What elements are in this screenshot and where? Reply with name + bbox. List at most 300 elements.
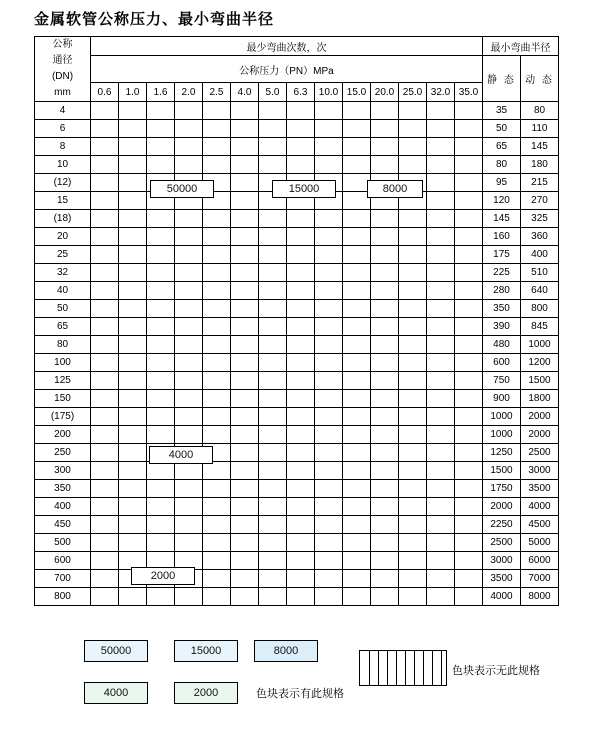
row-dynamic-radius: 270 — [521, 192, 559, 210]
cell-r16-c6 — [259, 390, 287, 408]
cell-r17-c4 — [203, 408, 231, 426]
cell-r3-c2 — [147, 156, 175, 174]
cell-r17-c9 — [343, 408, 371, 426]
cell-r24-c9 — [343, 534, 371, 552]
cell-r21-c11 — [399, 480, 427, 498]
cell-r12-c6 — [259, 318, 287, 336]
cell-r23-c11 — [399, 516, 427, 534]
cell-r17-c5 — [231, 408, 259, 426]
cell-r5-c0 — [91, 192, 119, 210]
cell-r18-c0 — [91, 426, 119, 444]
cell-r8-c0 — [91, 246, 119, 264]
cell-r1-c12 — [427, 120, 455, 138]
cell-r2-c9 — [343, 138, 371, 156]
row-dn: 500 — [35, 534, 91, 552]
cell-r22-c2 — [147, 498, 175, 516]
cell-r20-c13 — [455, 462, 483, 480]
header-pressure-10: 20.0 — [371, 83, 399, 102]
cell-r9-c0 — [91, 264, 119, 282]
cell-r24-c0 — [91, 534, 119, 552]
cell-r0-c9 — [343, 102, 371, 120]
row-dynamic-radius: 4000 — [521, 498, 559, 516]
row-dn: 20 — [35, 228, 91, 246]
header-pressure-8: 10.0 — [315, 83, 343, 102]
cell-r3-c4 — [203, 156, 231, 174]
cell-r8-c5 — [231, 246, 259, 264]
cell-r18-c9 — [343, 426, 371, 444]
cell-r21-c2 — [147, 480, 175, 498]
cell-r2-c8 — [315, 138, 343, 156]
cell-r16-c11 — [399, 390, 427, 408]
cell-r26-c6 — [259, 570, 287, 588]
cell-r13-c12 — [427, 336, 455, 354]
cell-r24-c2 — [147, 534, 175, 552]
header-pressure-0: 0.6 — [91, 83, 119, 102]
cell-r12-c8 — [315, 318, 343, 336]
cell-r17-c1 — [119, 408, 147, 426]
row-dn: 200 — [35, 426, 91, 444]
row-dynamic-radius: 80 — [521, 102, 559, 120]
cell-r7-c8 — [315, 228, 343, 246]
legend-striped-swatch — [359, 650, 447, 686]
cell-r10-c1 — [119, 282, 147, 300]
cell-r9-c10 — [371, 264, 399, 282]
header-pressure-13: 35.0 — [455, 83, 483, 102]
cell-r4-c12 — [427, 174, 455, 192]
cell-r3-c9 — [343, 156, 371, 174]
cell-r7-c6 — [259, 228, 287, 246]
cell-r13-c8 — [315, 336, 343, 354]
cell-r27-c1 — [119, 588, 147, 606]
row-dynamic-radius: 640 — [521, 282, 559, 300]
cell-r14-c6 — [259, 354, 287, 372]
cell-r23-c10 — [371, 516, 399, 534]
cell-r26-c13 — [455, 570, 483, 588]
legend-box-2000: 2000 — [174, 682, 238, 704]
cell-r6-c10 — [371, 210, 399, 228]
cell-r15-c7 — [287, 372, 315, 390]
cell-r11-c11 — [399, 300, 427, 318]
cell-r10-c13 — [455, 282, 483, 300]
header-pressure-5: 4.0 — [231, 83, 259, 102]
cell-r16-c0 — [91, 390, 119, 408]
cell-r8-c11 — [399, 246, 427, 264]
cell-r25-c8 — [315, 552, 343, 570]
cell-r24-c3 — [175, 534, 203, 552]
cell-r12-c10 — [371, 318, 399, 336]
cell-r27-c5 — [231, 588, 259, 606]
cell-r2-c11 — [399, 138, 427, 156]
row-dn: 400 — [35, 498, 91, 516]
overlay-label-4000: 4000 — [149, 446, 213, 464]
header-pressure-6: 5.0 — [259, 83, 287, 102]
row-static-radius: 145 — [483, 210, 521, 228]
cell-r11-c10 — [371, 300, 399, 318]
cell-r13-c11 — [399, 336, 427, 354]
cell-r17-c12 — [427, 408, 455, 426]
cell-r5-c13 — [455, 192, 483, 210]
row-static-radius: 80 — [483, 156, 521, 174]
cell-r4-c0 — [91, 174, 119, 192]
cell-r5-c12 — [427, 192, 455, 210]
row-static-radius: 1500 — [483, 462, 521, 480]
row-dn: 40 — [35, 282, 91, 300]
cell-r27-c12 — [427, 588, 455, 606]
cell-r11-c12 — [427, 300, 455, 318]
cell-r24-c5 — [231, 534, 259, 552]
cell-r24-c4 — [203, 534, 231, 552]
cell-r19-c0 — [91, 444, 119, 462]
cell-r20-c5 — [231, 462, 259, 480]
row-static-radius: 35 — [483, 102, 521, 120]
cell-r19-c1 — [119, 444, 147, 462]
legend-has-spec-text: 色块表示有此规格 — [256, 688, 344, 700]
cell-r18-c6 — [259, 426, 287, 444]
table-row — [35, 246, 559, 264]
header-pressure-9: 15.0 — [343, 83, 371, 102]
cell-r21-c8 — [315, 480, 343, 498]
cell-r12-c0 — [91, 318, 119, 336]
cell-r17-c11 — [399, 408, 427, 426]
cell-r24-c13 — [455, 534, 483, 552]
cell-r10-c11 — [399, 282, 427, 300]
cell-r0-c11 — [399, 102, 427, 120]
table-row — [35, 318, 559, 336]
cell-r4-c1 — [119, 174, 147, 192]
cell-r16-c3 — [175, 390, 203, 408]
table-row — [35, 408, 559, 426]
cell-r1-c13 — [455, 120, 483, 138]
table-row — [35, 210, 559, 228]
cell-r20-c0 — [91, 462, 119, 480]
header-pn: 公称压力（PN）MPa — [91, 56, 483, 83]
cell-r1-c6 — [259, 120, 287, 138]
cell-r0-c5 — [231, 102, 259, 120]
cell-r1-c4 — [203, 120, 231, 138]
header-dn — [35, 37, 91, 102]
cell-r3-c7 — [287, 156, 315, 174]
cell-r0-c0 — [91, 102, 119, 120]
cell-r26-c9 — [343, 570, 371, 588]
row-static-radius: 120 — [483, 192, 521, 210]
cell-r21-c10 — [371, 480, 399, 498]
cell-r24-c8 — [315, 534, 343, 552]
table-row — [35, 552, 559, 570]
cell-r20-c8 — [315, 462, 343, 480]
cell-r11-c4 — [203, 300, 231, 318]
row-dynamic-radius: 180 — [521, 156, 559, 174]
cell-r14-c3 — [175, 354, 203, 372]
table-body — [35, 102, 559, 606]
cell-r17-c8 — [315, 408, 343, 426]
cell-r14-c10 — [371, 354, 399, 372]
cell-r0-c8 — [315, 102, 343, 120]
cell-r27-c4 — [203, 588, 231, 606]
cell-r20-c2 — [147, 462, 175, 480]
table-row — [35, 138, 559, 156]
cell-r9-c11 — [399, 264, 427, 282]
cell-r14-c8 — [315, 354, 343, 372]
header-radius: 最小弯曲半径 — [483, 37, 559, 56]
cell-r8-c10 — [371, 246, 399, 264]
cell-r22-c0 — [91, 498, 119, 516]
table-row — [35, 534, 559, 552]
cell-r3-c13 — [455, 156, 483, 174]
cell-r21-c5 — [231, 480, 259, 498]
cell-r9-c2 — [147, 264, 175, 282]
cell-r25-c13 — [455, 552, 483, 570]
cell-r7-c12 — [427, 228, 455, 246]
cell-r9-c7 — [287, 264, 315, 282]
row-dn: 50 — [35, 300, 91, 318]
legend-box-4000: 4000 — [84, 682, 148, 704]
cell-r4-c5 — [231, 174, 259, 192]
table-row — [35, 354, 559, 372]
cell-r19-c10 — [371, 444, 399, 462]
row-dn: 25 — [35, 246, 91, 264]
legend-box-15000: 15000 — [174, 640, 238, 662]
cell-r22-c5 — [231, 498, 259, 516]
cell-r14-c9 — [343, 354, 371, 372]
cell-r7-c13 — [455, 228, 483, 246]
legend-box-8000: 8000 — [254, 640, 318, 662]
cell-r25-c6 — [259, 552, 287, 570]
cell-r25-c5 — [231, 552, 259, 570]
cell-r2-c3 — [175, 138, 203, 156]
cell-r20-c10 — [371, 462, 399, 480]
table-row — [35, 300, 559, 318]
cell-r27-c7 — [287, 588, 315, 606]
cell-r23-c3 — [175, 516, 203, 534]
row-dynamic-radius: 1000 — [521, 336, 559, 354]
cell-r10-c5 — [231, 282, 259, 300]
cell-r5-c5 — [231, 192, 259, 210]
table-row — [35, 264, 559, 282]
cell-r9-c9 — [343, 264, 371, 282]
cell-r13-c5 — [231, 336, 259, 354]
header-dn-line-0: 公称 — [52, 39, 73, 50]
cell-r8-c2 — [147, 246, 175, 264]
row-dynamic-radius: 400 — [521, 246, 559, 264]
cell-r2-c0 — [91, 138, 119, 156]
cell-r15-c5 — [231, 372, 259, 390]
cell-r20-c3 — [175, 462, 203, 480]
header-pressure-1: 1.0 — [119, 83, 147, 102]
cell-r27-c9 — [343, 588, 371, 606]
row-static-radius: 350 — [483, 300, 521, 318]
cell-r17-c7 — [287, 408, 315, 426]
header-pressure-12: 32.0 — [427, 83, 455, 102]
cell-r3-c10 — [371, 156, 399, 174]
cell-r8-c1 — [119, 246, 147, 264]
cell-r22-c8 — [315, 498, 343, 516]
cell-r23-c8 — [315, 516, 343, 534]
table-row — [35, 588, 559, 606]
cell-r8-c9 — [343, 246, 371, 264]
cell-r15-c13 — [455, 372, 483, 390]
header-pressure-11: 25.0 — [399, 83, 427, 102]
cell-r10-c8 — [315, 282, 343, 300]
overlay-label-2000: 2000 — [131, 567, 195, 585]
cell-r24-c11 — [399, 534, 427, 552]
cell-r23-c2 — [147, 516, 175, 534]
cell-r2-c12 — [427, 138, 455, 156]
cell-r27-c8 — [315, 588, 343, 606]
cell-r14-c12 — [427, 354, 455, 372]
legend-box-50000: 50000 — [84, 640, 148, 662]
header-pressure-7: 6.3 — [287, 83, 315, 102]
cell-r25-c7 — [287, 552, 315, 570]
cell-r9-c1 — [119, 264, 147, 282]
cell-r17-c10 — [371, 408, 399, 426]
cell-r23-c12 — [427, 516, 455, 534]
row-static-radius: 390 — [483, 318, 521, 336]
cell-r2-c13 — [455, 138, 483, 156]
row-static-radius: 2250 — [483, 516, 521, 534]
header-dn-line-1: 通径 — [52, 55, 73, 66]
header-bend-count: 最少弯曲次数，次 — [91, 37, 483, 56]
cell-r14-c7 — [287, 354, 315, 372]
cell-r25-c0 — [91, 552, 119, 570]
cell-r6-c13 — [455, 210, 483, 228]
cell-r19-c7 — [287, 444, 315, 462]
cell-r7-c0 — [91, 228, 119, 246]
row-static-radius: 1250 — [483, 444, 521, 462]
cell-r25-c4 — [203, 552, 231, 570]
row-dn: (12) — [35, 174, 91, 192]
cell-r12-c4 — [203, 318, 231, 336]
cell-r24-c1 — [119, 534, 147, 552]
row-dn: 80 — [35, 336, 91, 354]
row-dynamic-radius: 6000 — [521, 552, 559, 570]
row-dynamic-radius: 1200 — [521, 354, 559, 372]
cell-r16-c13 — [455, 390, 483, 408]
header-pressure-row — [35, 83, 559, 102]
cell-r18-c2 — [147, 426, 175, 444]
cell-r8-c7 — [287, 246, 315, 264]
cell-r1-c1 — [119, 120, 147, 138]
cell-r1-c3 — [175, 120, 203, 138]
cell-r15-c10 — [371, 372, 399, 390]
cell-r22-c1 — [119, 498, 147, 516]
cell-r6-c7 — [287, 210, 315, 228]
cell-r18-c10 — [371, 426, 399, 444]
row-dynamic-radius: 215 — [521, 174, 559, 192]
cell-r11-c6 — [259, 300, 287, 318]
header-radius-static: 静 态 — [483, 56, 521, 102]
header-dn-line-3: mm — [54, 87, 71, 98]
cell-r15-c2 — [147, 372, 175, 390]
cell-r7-c9 — [343, 228, 371, 246]
cell-r21-c13 — [455, 480, 483, 498]
cell-r6-c0 — [91, 210, 119, 228]
row-dn: (175) — [35, 408, 91, 426]
cell-r23-c9 — [343, 516, 371, 534]
cell-r20-c11 — [399, 462, 427, 480]
row-dn: 800 — [35, 588, 91, 606]
row-dynamic-radius: 110 — [521, 120, 559, 138]
cell-r21-c7 — [287, 480, 315, 498]
cell-r23-c5 — [231, 516, 259, 534]
cell-r12-c9 — [343, 318, 371, 336]
cell-r9-c3 — [175, 264, 203, 282]
cell-r26-c0 — [91, 570, 119, 588]
row-static-radius: 160 — [483, 228, 521, 246]
cell-r9-c8 — [315, 264, 343, 282]
table-row — [35, 516, 559, 534]
cell-r26-c7 — [287, 570, 315, 588]
cell-r17-c3 — [175, 408, 203, 426]
cell-r26-c10 — [371, 570, 399, 588]
row-dn: 6 — [35, 120, 91, 138]
row-dynamic-radius: 8000 — [521, 588, 559, 606]
cell-r11-c1 — [119, 300, 147, 318]
row-static-radius: 3500 — [483, 570, 521, 588]
row-static-radius: 50 — [483, 120, 521, 138]
cell-r26-c5 — [231, 570, 259, 588]
row-dn: 150 — [35, 390, 91, 408]
row-dynamic-radius: 325 — [521, 210, 559, 228]
cell-r25-c9 — [343, 552, 371, 570]
cell-r3-c6 — [259, 156, 287, 174]
cell-r0-c10 — [371, 102, 399, 120]
cell-r27-c3 — [175, 588, 203, 606]
cell-r11-c0 — [91, 300, 119, 318]
cell-r7-c7 — [287, 228, 315, 246]
row-dynamic-radius: 510 — [521, 264, 559, 282]
cell-r19-c5 — [231, 444, 259, 462]
cell-r27-c2 — [147, 588, 175, 606]
cell-r14-c0 — [91, 354, 119, 372]
row-static-radius: 1000 — [483, 408, 521, 426]
row-dn: 100 — [35, 354, 91, 372]
cell-r11-c9 — [343, 300, 371, 318]
cell-r7-c11 — [399, 228, 427, 246]
cell-r13-c1 — [119, 336, 147, 354]
cell-r14-c4 — [203, 354, 231, 372]
cell-r20-c6 — [259, 462, 287, 480]
row-dn: 4 — [35, 102, 91, 120]
cell-r6-c2 — [147, 210, 175, 228]
row-dynamic-radius: 145 — [521, 138, 559, 156]
cell-r10-c12 — [427, 282, 455, 300]
cell-r1-c0 — [91, 120, 119, 138]
cell-r10-c0 — [91, 282, 119, 300]
cell-r26-c4 — [203, 570, 231, 588]
row-static-radius: 480 — [483, 336, 521, 354]
overlay-label-50000: 50000 — [150, 180, 214, 198]
header-pressure-3: 2.0 — [175, 83, 203, 102]
cell-r14-c13 — [455, 354, 483, 372]
cell-r11-c2 — [147, 300, 175, 318]
overlay-label-15000: 15000 — [272, 180, 336, 198]
cell-r12-c12 — [427, 318, 455, 336]
cell-r23-c13 — [455, 516, 483, 534]
cell-r3-c0 — [91, 156, 119, 174]
cell-r14-c5 — [231, 354, 259, 372]
cell-r13-c3 — [175, 336, 203, 354]
row-dn: 10 — [35, 156, 91, 174]
row-dn: 250 — [35, 444, 91, 462]
row-dynamic-radius: 3500 — [521, 480, 559, 498]
cell-r16-c8 — [315, 390, 343, 408]
cell-r12-c11 — [399, 318, 427, 336]
cell-r16-c2 — [147, 390, 175, 408]
row-dn: (18) — [35, 210, 91, 228]
cell-r7-c1 — [119, 228, 147, 246]
legend — [34, 636, 566, 726]
cell-r3-c3 — [175, 156, 203, 174]
